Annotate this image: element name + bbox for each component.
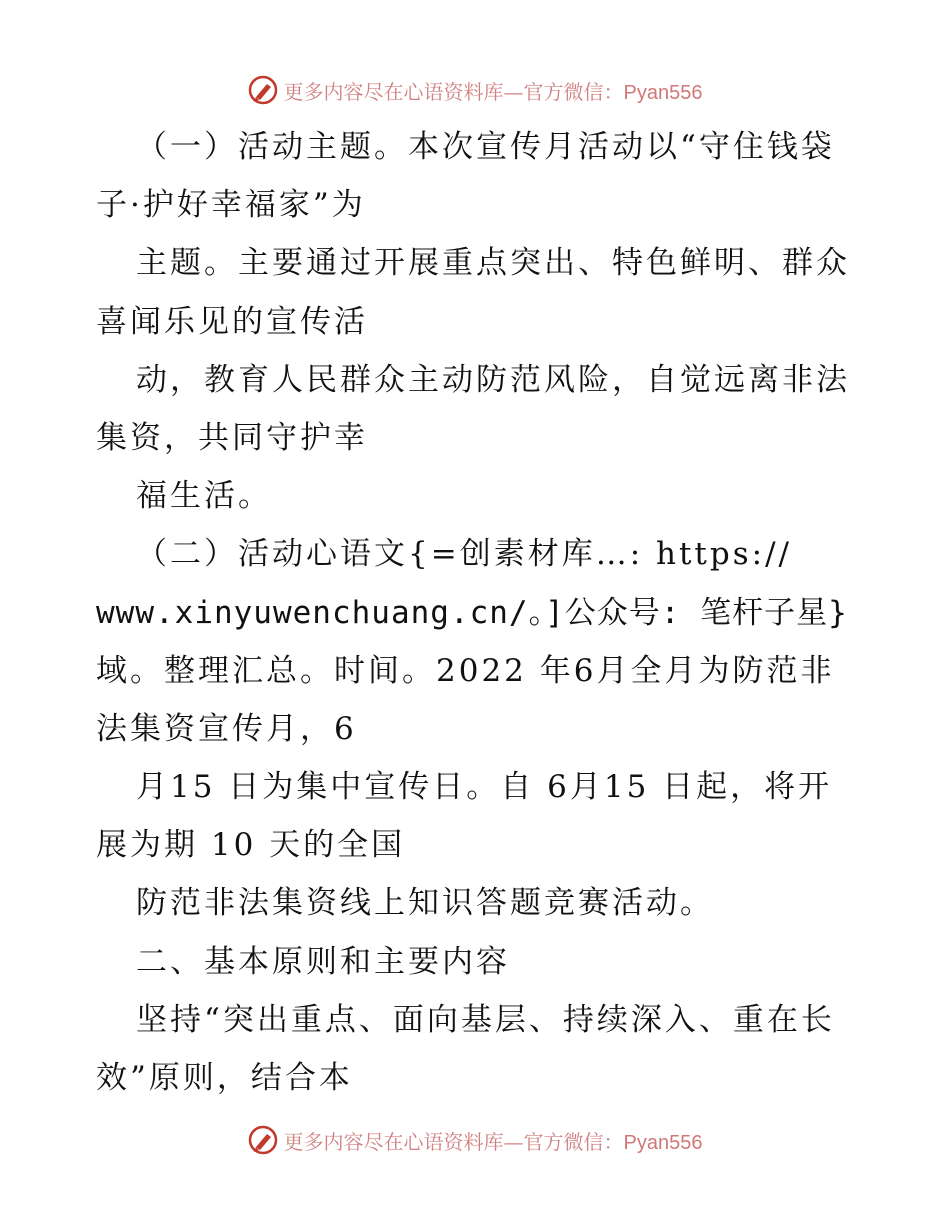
text-line: （二）活动心语文{=创素材库…: https:// bbox=[136, 536, 792, 573]
text-line: 法集资宣传月，6 bbox=[96, 710, 357, 747]
pen-logo-icon bbox=[248, 1125, 278, 1155]
text-line: 坚持“突出重点、面向基层、持续深入、重在长 bbox=[136, 1001, 835, 1038]
text-line: 主题。主要通过开展重点突出、特色鲜明、群众 bbox=[136, 245, 850, 282]
watermark-text: 更多内容尽在心语资料库—官方微信：Pyan556 bbox=[283, 1129, 703, 1154]
text-line: 动，教育人民群众主动防范风险，自觉远离非法 bbox=[136, 361, 850, 398]
text-line: 福生活。 bbox=[136, 478, 272, 515]
text-line: 展为期 10 天的全国 bbox=[96, 827, 406, 864]
text-line-url: www.xinyuwenchuang.cn/。]公众号: 笔杆子星} bbox=[96, 594, 848, 631]
text-line: 月15 日为集中宣传日。自 6月15 日起，将开 bbox=[136, 769, 833, 806]
footer-watermark-banner bbox=[0, 1120, 950, 1160]
watermark-text: 更多内容尽在心语资料库—官方微信：Pyan556 bbox=[283, 79, 703, 104]
text-line: 集资，共同守护幸 bbox=[96, 419, 368, 456]
pen-logo-icon bbox=[248, 75, 278, 105]
text-line: 喜闻乐见的宣传活 bbox=[96, 303, 368, 340]
text-line: 防范非法集资线上知识答题竞赛活动。 bbox=[136, 885, 714, 922]
document-body bbox=[96, 118, 856, 1107]
section-heading: 二、基本原则和主要内容 bbox=[136, 943, 510, 980]
text-line: 域。整理汇总。时间。2022 年6月全月为防范非 bbox=[96, 652, 835, 689]
header-watermark-banner bbox=[0, 70, 950, 110]
text-line: 子·护好幸福家”为 bbox=[96, 187, 366, 224]
text-line: （一）活动主题。本次宣传月活动以“守住钱袋 bbox=[136, 129, 835, 165]
text-line: 效”原则，结合本 bbox=[96, 1060, 353, 1096]
